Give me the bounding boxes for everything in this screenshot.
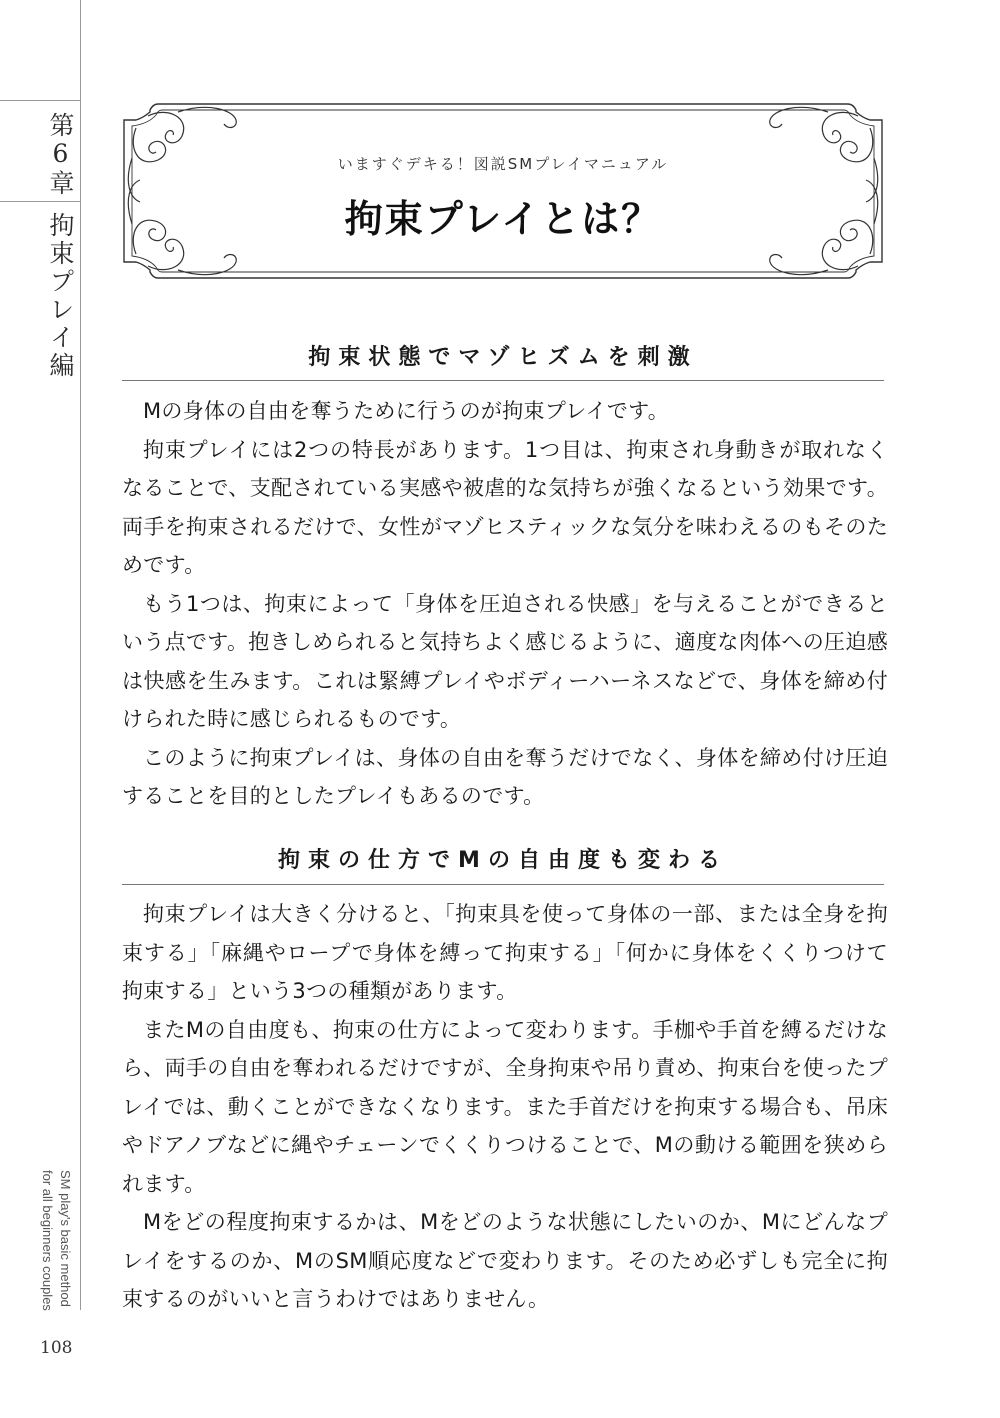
paragraph: 拘束プレイは大きく分けると、「拘束具を使って身体の一部、または全身を拘束する」「麻縄やロープで身体を縛って拘束する」「何かに身体をくくりつけて拘束する」という3つの種類があります。 [122,902,888,1003]
chapter-label: 第6章 [46,112,75,197]
paragraph: Mの身体の自由を奪うために行うのが拘束プレイです。 [143,399,670,423]
page-number: 108 [40,1338,73,1358]
section-rule-2 [122,884,884,885]
paragraph: 拘束プレイには2つの特長があります。1つ目は、拘束され身動きが取れなくなることで、支配されている実感や被虐的な気持ちが強くなるという効果です。両手を拘束されるだけで、女性がマゾヒスティックな気分を味わえるのもそのためです。 [122,437,888,577]
sidebar-divider [80,0,81,1310]
sidebar-english-caption [38,1170,74,1311]
page-title: 拘束プレイとは？ [344,197,662,241]
english-caption-line-2: for all beginners couples [40,1170,55,1311]
english-caption-line-1: SM play's basic method [58,1170,73,1307]
section-label: 拘束プレイ編 [46,212,75,380]
paragraph: またMの自由度も、拘束の仕方によって変わります。手枷や手首を縛るだけなら、両手の自由を奪われるだけですが、全身拘束や吊り責め、拘束台を使ったプレイでは、動くことができなくなります。また手首だけを拘束する場合も、吊床やドアノブなどに縄やチェーンでくくりつけることで、Mの動ける範囲を狭められます。 [122,1017,888,1196]
section-heading-1: 拘束状態でマゾヒズムを刺激 [308,345,698,370]
section-body-2 [122,895,888,1319]
paragraph: もう1つは、拘束によって「身体を圧迫される快感」を与えることができるという点です。抱きしめられると気持ちよく感じるように、適度な肉体への圧迫感は快感を生みます。これは緊縛プレイやボディーハーネスなどで、身体を締め付けられた時に感じられるものです。 [122,591,888,731]
section-rule-1 [122,380,884,381]
section-body-1 [122,392,888,816]
book-subtitle: いますぐデキる！図説SMプレイマニュアル [337,155,669,173]
section-heading-2: 拘束の仕方でMの自由度も変わる [278,848,728,873]
paragraph: このように拘束プレイは、身体の自由を奪うだけでなく、身体を締め付け圧迫することを目的としたプレイもあるのです。 [122,745,888,808]
paragraph: Mをどの程度拘束するかは、Mをどのような状態にしたいのか、Mにどんなプレイをするのか、MのSM順応度などで変わります。そのため必ずしも完全に拘束するのがいいと言うわけではありません。 [122,1210,888,1311]
